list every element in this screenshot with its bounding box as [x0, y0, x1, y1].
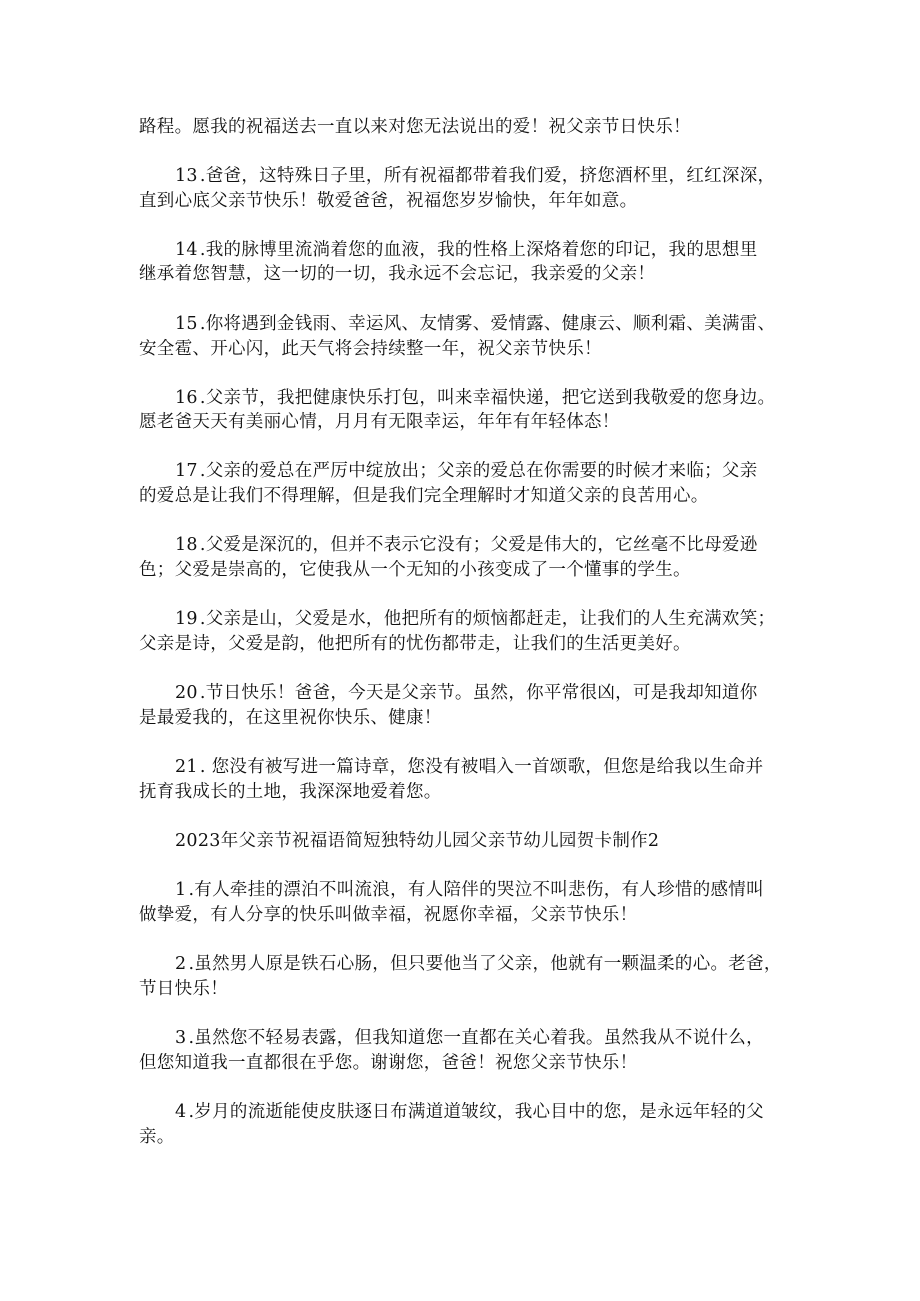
- item-number: 18: [175, 535, 198, 555]
- item-number: 17: [175, 461, 198, 481]
- section-heading: [139, 829, 799, 853]
- item-number: 13: [175, 166, 198, 186]
- list-item-20-line2: 是最爱我的，在这里祝你快乐、健康！: [139, 708, 442, 728]
- list-item-21-line1: [139, 755, 799, 779]
- list-item-19-line1: [139, 607, 799, 631]
- item-text: .岁月的流逝能使皮肤逐日布满道道皱纹，我心目中的您，是永远年轻的父: [188, 1102, 764, 1122]
- item-number: 3: [175, 1028, 187, 1048]
- item-text: .爸爸，这特殊日子里，所有祝福都带着我们爱，挤您酒杯里，红红深深，: [199, 166, 776, 186]
- item-text: .你将遇到金钱雨、幸运风、友情雾、爱情露、健康云、顺利霜、美满雷、: [199, 314, 776, 334]
- item-number: 14: [175, 240, 198, 260]
- item-number: 16: [175, 388, 198, 408]
- item-number: 4: [175, 1102, 187, 1122]
- list-item-3-line2: 但您知道我一直都很在乎您。谢谢您，爸爸！祝您父亲节快乐！: [139, 1053, 638, 1073]
- list-item-17-line1: [139, 459, 799, 483]
- item-text: .虽然男人原是铁石心肠，但只要他当了父亲，他就有一颗温柔的心。老爸，: [188, 954, 782, 974]
- list-item-3-line1: [139, 1026, 799, 1050]
- list-item-16-line1: [139, 386, 799, 410]
- item-text: .父亲是山，父爱是水，他把所有的烦恼都赶走，让我们的人生充满欢笑；: [199, 609, 776, 629]
- list-item-20-line1: [139, 681, 799, 705]
- item-number: 1: [175, 880, 187, 900]
- list-item-2-line1: [139, 952, 799, 976]
- list-item-15-line2: 安全雹、开心闪，此天气将会持续整一年，祝父亲节快乐！: [139, 339, 602, 359]
- item-text: .有人牵挂的漂泊不叫流浪，有人陪伴的哭泣不叫悲伤，有人珍惜的感情叫: [188, 880, 764, 900]
- item-number: 2: [175, 954, 187, 974]
- item-text: .父亲的爱总在严厉中绽放出；父亲的爱总在你需要的时候才来临；父亲: [199, 461, 758, 481]
- list-item-1-line2: 做挚爱，有人分享的快乐叫做幸福，祝愿你幸福，父亲节快乐！: [139, 905, 638, 925]
- list-item-1-line1: [139, 878, 799, 902]
- item-text: .父爱是深沉的，但并不表示它没有；父爱是伟大的，它丝毫不比母爱逊: [199, 535, 758, 555]
- paragraph-intro-tail: 路程。愿我的祝福送去一直以来对您无法说出的爱！祝父亲节日快乐！: [139, 117, 691, 137]
- item-text: . 您没有被写进一篇诗章，您没有被唱入一首颂歌，但您是给我以生命并: [199, 757, 764, 777]
- item-text: .父亲节，我把健康快乐打包，叫来幸福快递，把它送到我敬爱的您身边。: [199, 388, 776, 408]
- list-item-19-line2: 父亲是诗，父爱是韵，他把所有的忧伤都带走，让我们的生活更美好。: [139, 634, 691, 654]
- list-item-4-line2: 亲。: [139, 1127, 175, 1147]
- list-item-18-line2: 色；父爱是崇高的，它使我从一个无知的小孩变成了一个懂事的学生。: [139, 560, 691, 580]
- item-number: 15: [175, 314, 198, 334]
- list-item-18-line1: [139, 533, 799, 557]
- item-number: 20: [175, 683, 198, 703]
- list-item-2-line2: 节日快乐！: [139, 979, 228, 999]
- list-item-4-line1: [139, 1100, 799, 1124]
- section-heading-text: 2023年父亲节祝福语简短独特幼儿园父亲节幼儿园贺卡制作2: [175, 831, 660, 851]
- list-item-16-line2: 愿老爸天天有美丽心情，月月有无限幸运，年年有年轻体态！: [139, 412, 620, 432]
- list-item-14-line2: 继承着您智慧，这一切的一切，我永远不会忘记，我亲爱的父亲！: [139, 264, 656, 284]
- list-item-15-line1: [139, 312, 799, 336]
- item-text: .节日快乐！爸爸，今天是父亲节。虽然，你平常很凶，可是我却知道你: [199, 683, 758, 703]
- item-number: 19: [175, 609, 198, 629]
- list-item-14-line1: [139, 238, 799, 262]
- item-number: 21: [175, 757, 198, 777]
- list-item-21-line2: 抚育我成长的土地，我深深地爱着您。: [139, 782, 442, 802]
- list-item-13-line1: [139, 164, 799, 188]
- list-item-17-line2: 的爱总是让我们不得理解，但是我们完全理解时才知道父亲的良苦用心。: [139, 486, 709, 506]
- item-text: .我的脉博里流淌着您的血液，我的性格上深烙着您的印记，我的思想里: [199, 240, 758, 260]
- list-item-13-line2: 直到心底父亲节快乐！敬爱爸爸，祝福您岁岁愉快，年年如意。: [139, 191, 638, 211]
- item-text: .虽然您不轻易表露，但我知道您一直都在关心着我。虽然我从不说什么，: [188, 1028, 764, 1048]
